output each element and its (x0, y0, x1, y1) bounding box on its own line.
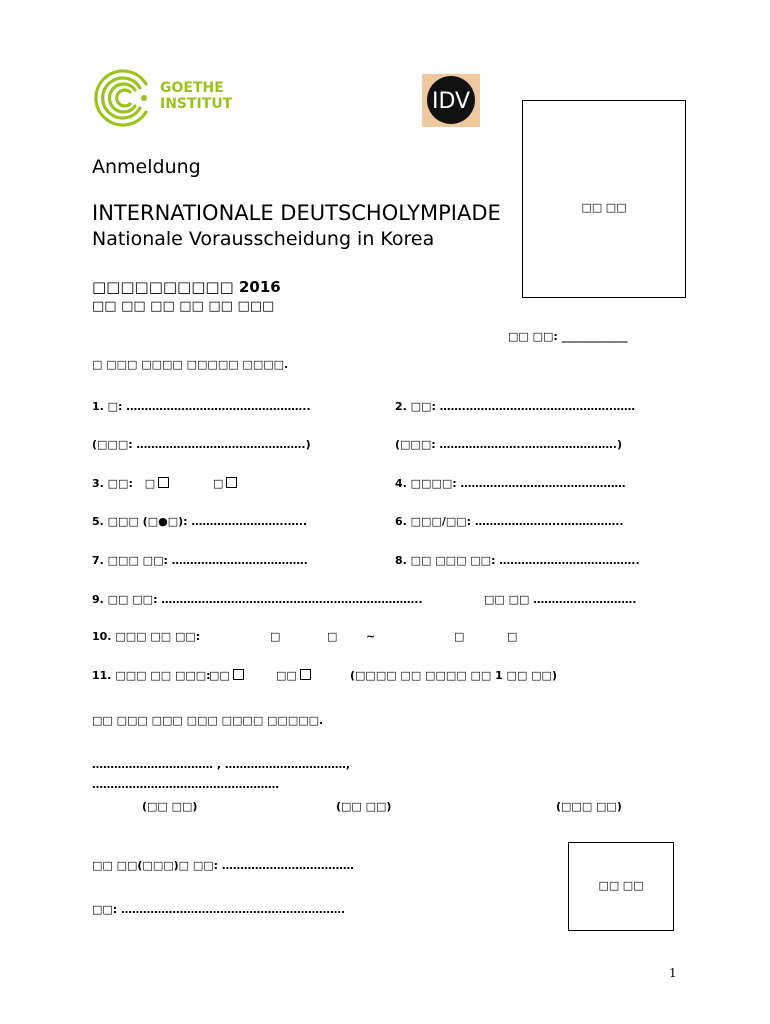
title-main: INTERNATIONALE DEUTSCHOLYMPIADE (92, 201, 501, 225)
checkbox-11-option-1[interactable] (233, 669, 244, 680)
field-10-tilde: ~ (366, 630, 376, 643)
idv-logo-text: IDV (431, 89, 471, 114)
field-3-label: 3. □□: (92, 477, 133, 490)
field-4[interactable]: 4. □□□□: ……………………………………… (395, 477, 626, 490)
field-10-year-end: □ (454, 630, 465, 643)
field-1b[interactable]: (□□□: ……………………………………….) (92, 438, 311, 451)
field-11-note: (□□□□ □□ □□□□ □□ 1 □□ □□) (350, 669, 557, 682)
signature-line-2[interactable]: …………………………………………… (92, 778, 279, 791)
seal-box-label: □□ □□ (598, 879, 644, 892)
field-9[interactable]: 9. □□ □□: …………………………………………………………….. (92, 593, 423, 606)
goethe-logo-icon (92, 68, 154, 130)
photo-box (522, 100, 686, 298)
teacher-sign[interactable]: □□: ……………………………………………………. (92, 903, 346, 916)
page-number: 1 (669, 966, 677, 980)
seal-box (568, 842, 674, 931)
field-10-year-start: □ (270, 630, 281, 643)
title-anmeldung: Anmeldung (92, 156, 201, 178)
field-11-option-1 (209, 669, 244, 682)
field-2[interactable]: 2. □□: …….………………………………….…… (395, 400, 636, 413)
photo-box-label: □□ □□ (581, 201, 627, 214)
field-9-suffix[interactable]: □□ □□ ………………………. (484, 593, 637, 606)
field-11-option-2 (276, 669, 311, 682)
checkbox-option-1[interactable] (158, 477, 169, 488)
goethe-logo-line2: INSTITUT (160, 96, 233, 112)
checkbox-option-2[interactable] (226, 477, 237, 488)
declaration-text: □□ □□□ □□□ □□□ □□□□ □□□□□. (92, 714, 324, 727)
field-11-label: 11. □□□ □□ □□□: (92, 669, 211, 682)
field-11-option-2-label: □□ (276, 669, 297, 682)
field-2b[interactable]: (□□□: …………………..…………………….) (395, 438, 622, 451)
idv-logo (422, 74, 480, 127)
field-3-option-1: □ (144, 477, 156, 490)
signature-label-1: (□□ □□) (142, 800, 198, 813)
goethe-institut-logo (92, 68, 232, 130)
field-6[interactable]: 6. □□□/□□: …………………..…………….. (395, 515, 624, 528)
signature-line-1[interactable]: …………………………… , ……………………………, (92, 758, 351, 771)
teacher-line[interactable]: □□ □□(□□□)□ □□: ……………………………… (92, 859, 354, 872)
field-10-label: 10. □□□ □□ □□: (92, 630, 201, 643)
korean-subtitle: □□ □□ □□ □□ □□ □□□ (92, 299, 275, 314)
field-5[interactable]: 5. □□□ (□●□): ……………………..….. (92, 515, 308, 528)
field-10-month-end: □ (507, 630, 518, 643)
goethe-logo-line1: GOETHE (160, 80, 224, 96)
notice-text: □ □□□ □□□□ □□□□□ □□□□. (92, 358, 289, 371)
korean-title: □□□□□□□□□□ 2016 (92, 278, 281, 296)
field-1[interactable]: 1. □: ………………………………………….. (92, 400, 311, 413)
field-3 (92, 477, 237, 490)
field-3-option-2: □ (212, 477, 224, 490)
signature-label-2: (□□ □□) (336, 800, 392, 813)
receipt-number: □□ □□: ____________ (508, 330, 628, 343)
checkbox-11-option-2[interactable] (300, 669, 311, 680)
title-sub: Nationale Vorausscheidung in Korea (92, 228, 435, 250)
field-8[interactable]: 8. □□ □□□ □□: ……………………………….. (395, 554, 640, 567)
field-11-option-1-label: □□ (209, 669, 230, 682)
signature-label-3: (□□□ □□) (556, 800, 622, 813)
field-10-month-start: □ (327, 630, 338, 643)
field-7[interactable]: 7. □□□ □□: ………………………………. (92, 554, 308, 567)
